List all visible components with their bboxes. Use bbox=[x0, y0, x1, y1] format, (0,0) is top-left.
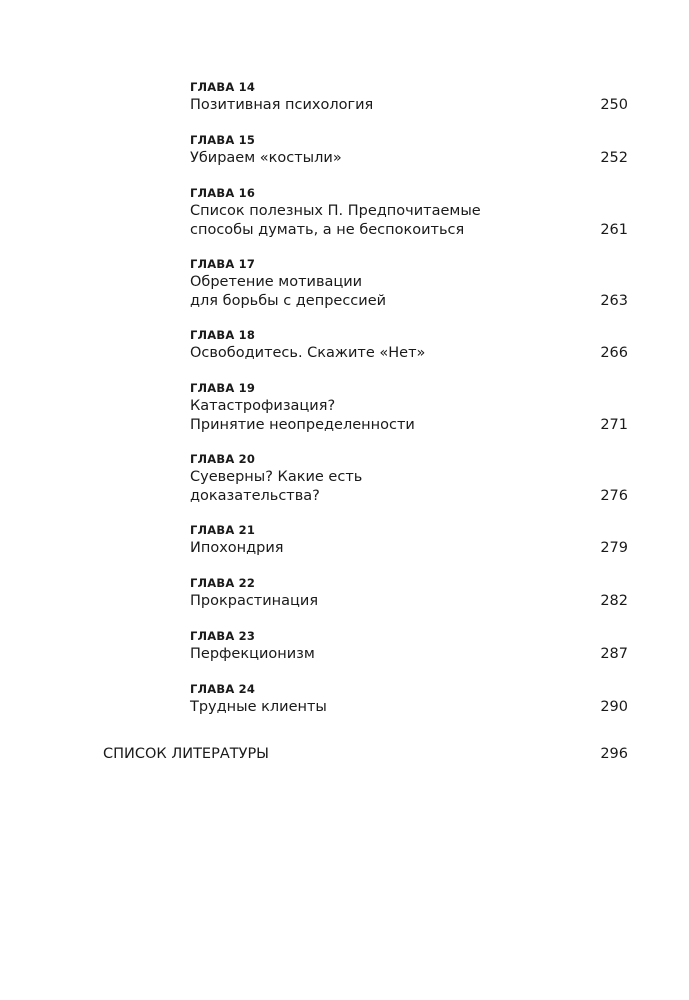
page-number: 279 bbox=[600, 540, 628, 556]
chapter-title: Прокрастинация bbox=[190, 593, 319, 609]
page-number: 276 bbox=[600, 488, 628, 504]
page-number: 296 bbox=[600, 746, 628, 762]
chapter-title: Ипохондрия bbox=[190, 540, 284, 556]
page-number: 266 bbox=[600, 345, 628, 361]
page-number: 287 bbox=[600, 646, 628, 662]
page-number: 282 bbox=[600, 593, 628, 609]
chapter-title: Убираем «костыли» bbox=[190, 150, 342, 166]
chapter-title-row bbox=[190, 645, 628, 664]
chapter-title: Освободитесь. Скажите «Нет» bbox=[190, 345, 426, 361]
chapter-label: ГЛАВА 21 bbox=[190, 523, 256, 537]
chapter-title-line-1: Обретение мотивации bbox=[190, 274, 363, 290]
chapter-label: ГЛАВА 24 bbox=[190, 682, 256, 696]
bibliography-row bbox=[103, 745, 628, 764]
chapter-title-line-2: способы думать, а не беспокоиться bbox=[190, 222, 465, 238]
toc-entry-chapter-23 bbox=[190, 629, 628, 664]
toc-entry-chapter-17 bbox=[190, 257, 628, 311]
toc-entry-chapter-15 bbox=[190, 133, 628, 168]
chapter-title-row bbox=[190, 96, 628, 115]
toc-entry-chapter-20 bbox=[190, 452, 628, 506]
chapter-title-line-2: Принятие неопределенности bbox=[190, 417, 415, 433]
chapter-title-row bbox=[190, 202, 628, 240]
chapter-title-row bbox=[190, 344, 628, 363]
chapter-title-line-2: доказательства? bbox=[190, 488, 320, 504]
chapter-title-row bbox=[190, 698, 628, 717]
chapter-title-row bbox=[190, 273, 628, 311]
page-number: 263 bbox=[600, 293, 628, 309]
chapter-title-row bbox=[190, 539, 628, 558]
page-number: 250 bbox=[600, 97, 628, 113]
page-number: 271 bbox=[600, 417, 628, 433]
toc-entry-chapter-24 bbox=[190, 682, 628, 717]
chapter-title-line-1: Катастрофизация? bbox=[190, 398, 336, 414]
chapter-label: ГЛАВА 14 bbox=[190, 80, 256, 94]
chapter-title-line-2: для борьбы с депрессией bbox=[190, 293, 387, 309]
toc-entry-chapter-16 bbox=[190, 186, 628, 240]
chapter-label: ГЛАВА 16 bbox=[190, 186, 256, 200]
toc-entry-chapter-19 bbox=[190, 381, 628, 435]
toc-entry-chapter-14 bbox=[190, 80, 628, 115]
toc-entry-chapter-18 bbox=[190, 328, 628, 363]
chapter-title: Позитивная психология bbox=[190, 97, 374, 113]
chapter-label: ГЛАВА 23 bbox=[190, 629, 256, 643]
toc-entry-chapter-21 bbox=[190, 523, 628, 558]
toc-entry-bibliography bbox=[103, 745, 628, 764]
page-number: 252 bbox=[600, 150, 628, 166]
chapter-title-row bbox=[190, 397, 628, 435]
chapter-title-row bbox=[190, 592, 628, 611]
page-number: 261 bbox=[600, 222, 628, 238]
chapter-label: ГЛАВА 18 bbox=[190, 328, 256, 342]
chapter-title-line-1: Список полезных П. Предпочитаемые bbox=[190, 203, 481, 219]
chapter-title-row bbox=[190, 149, 628, 168]
chapter-label: ГЛАВА 17 bbox=[190, 257, 256, 271]
chapter-title-line-1: Суеверны? Какие есть bbox=[190, 469, 363, 485]
chapter-label: ГЛАВА 22 bbox=[190, 576, 256, 590]
chapter-label: ГЛАВА 19 bbox=[190, 381, 256, 395]
bibliography-title: СПИСОК ЛИТЕРАТУРЫ bbox=[103, 746, 269, 762]
toc-entry-chapter-22 bbox=[190, 576, 628, 611]
page-number: 290 bbox=[600, 699, 628, 715]
chapter-label: ГЛАВА 15 bbox=[190, 133, 256, 147]
chapter-title: Перфекционизм bbox=[190, 646, 315, 662]
chapter-title: Трудные клиенты bbox=[190, 699, 327, 715]
chapter-label: ГЛАВА 20 bbox=[190, 452, 256, 466]
chapter-title-row bbox=[190, 468, 628, 506]
